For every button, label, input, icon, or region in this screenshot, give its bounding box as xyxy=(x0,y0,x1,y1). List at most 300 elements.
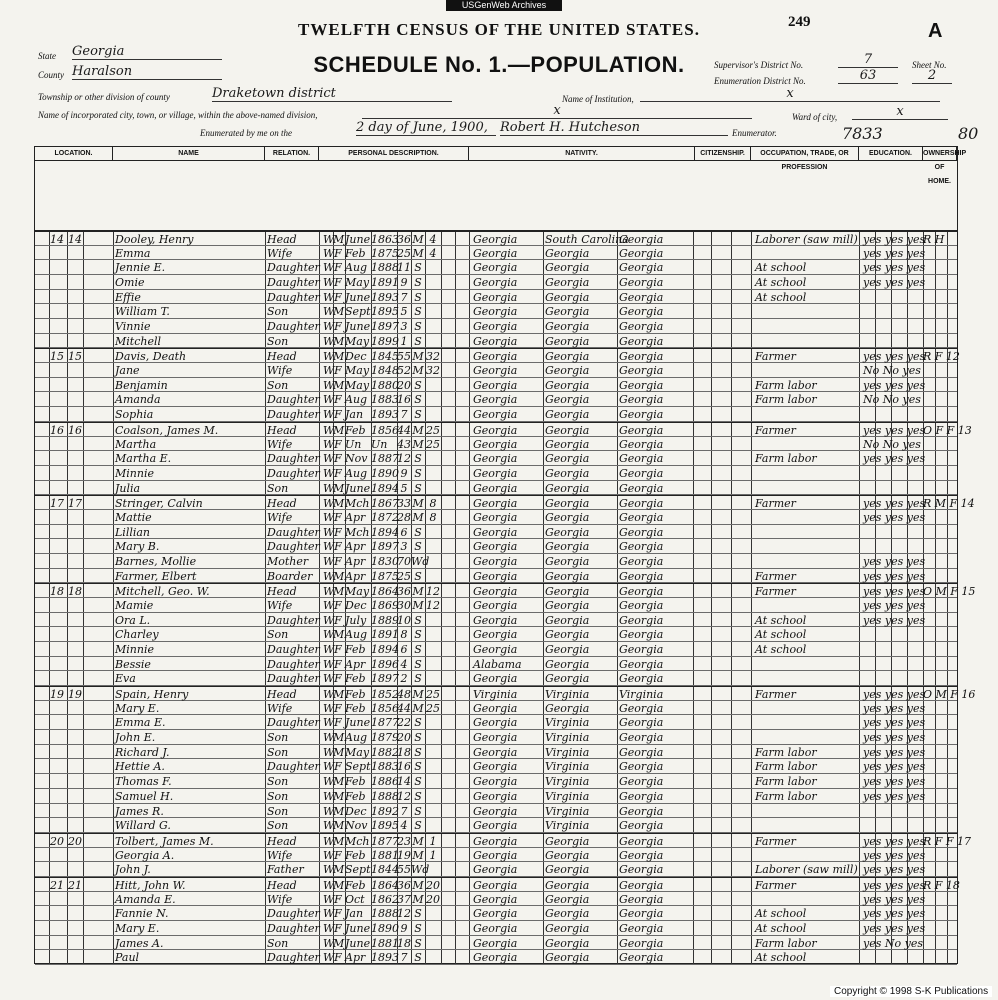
cell-race: W xyxy=(323,320,335,334)
cell-mar: S xyxy=(414,569,422,583)
cell-sex: M xyxy=(333,878,345,892)
cell-month: Nov xyxy=(345,452,368,466)
cell-dw: 15 xyxy=(50,350,64,364)
cell-edu: No No yes xyxy=(863,437,921,451)
cell-fbp: Georgia xyxy=(545,643,590,657)
cell-fbp: Georgia xyxy=(545,408,590,422)
cell-rel: Son xyxy=(267,378,289,392)
cell-sex: F xyxy=(334,261,342,275)
cell-race: W xyxy=(323,892,335,906)
cell-name: Julia xyxy=(115,481,141,495)
ward-value: x xyxy=(852,104,948,120)
cell-edu: yes yes yes xyxy=(863,378,926,392)
cell-race: W xyxy=(323,613,335,627)
table-row xyxy=(35,848,957,863)
cell-dw: 20 xyxy=(50,834,64,848)
cell-race: W xyxy=(323,848,335,862)
cell-year: 1894 xyxy=(371,481,399,495)
cell-occ: At school xyxy=(755,643,807,657)
cell-occ: Farm labor xyxy=(755,775,817,789)
cell-bp: Georgia xyxy=(473,834,518,848)
cell-fbp: Georgia xyxy=(545,921,590,935)
cell-name: Jane xyxy=(115,364,140,378)
cell-mar: S xyxy=(414,276,422,290)
table-row xyxy=(35,950,957,965)
cell-edu: yes yes yes xyxy=(863,701,926,715)
cell-sex: F xyxy=(334,892,342,906)
cell-age: 6 xyxy=(400,525,408,539)
cell-race: W xyxy=(323,921,335,935)
cell-month: July xyxy=(345,613,367,627)
cell-mbp: Georgia xyxy=(619,393,664,407)
cell-fbp: Virginia xyxy=(545,760,590,774)
cell-name: Eva xyxy=(115,672,136,686)
cell-sex: F xyxy=(334,921,342,935)
cell-sex: F xyxy=(334,599,342,612)
cell-race: W xyxy=(323,466,335,480)
cell-race: W xyxy=(323,599,335,612)
cell-rel: Daughter xyxy=(267,261,320,275)
cell-fbp: Georgia xyxy=(545,936,590,950)
personal-header-extra xyxy=(439,147,469,161)
cell-edu: yes yes yes xyxy=(863,775,926,789)
cell-rel: Daughter xyxy=(267,760,320,774)
cell-bp: Georgia xyxy=(473,628,518,642)
cell-age: 12 xyxy=(397,452,411,466)
cell-fbp: Georgia xyxy=(545,701,590,715)
cell-sex: M xyxy=(333,775,345,789)
cell-sex: M xyxy=(333,628,345,642)
cell-rel: Son xyxy=(267,936,289,950)
cell-fbp: Georgia xyxy=(545,276,590,290)
cell-year: 1867 xyxy=(371,497,399,511)
cell-rel: Daughter xyxy=(267,320,320,334)
cell-age: 1 xyxy=(400,334,408,348)
cell-mbp: Georgia xyxy=(619,233,664,246)
cell-rel: Wife xyxy=(267,510,293,524)
cell-year: 1852 xyxy=(371,688,399,702)
cell-mbp: Georgia xyxy=(619,554,664,568)
state-label: State xyxy=(38,51,56,61)
cell-mbp: Georgia xyxy=(619,246,664,260)
cell-fbp: Georgia xyxy=(545,364,590,378)
cell-race: W xyxy=(323,628,335,642)
cell-fbp: Georgia xyxy=(545,393,590,407)
institution-label: Name of Institution, xyxy=(562,94,634,104)
cell-year: 1895 xyxy=(371,305,399,319)
cell-mar: S xyxy=(414,804,422,818)
cell-occ: Farmer xyxy=(755,878,796,892)
cell-mbp: Georgia xyxy=(619,716,664,730)
cell-mbp: Georgia xyxy=(619,452,664,466)
cell-edu: yes yes yes xyxy=(863,716,926,730)
cell-year: 1890 xyxy=(371,466,399,480)
cell-edu: yes yes yes xyxy=(863,921,926,935)
cell-fbp: South Carolina xyxy=(545,233,629,246)
cell-fbp: Georgia xyxy=(545,554,590,568)
cell-age: 9 xyxy=(400,466,408,480)
cell-bp: Georgia xyxy=(473,290,518,304)
cell-race: W xyxy=(323,393,335,407)
cell-age: 7 xyxy=(400,804,408,818)
cell-name: Hettie A. xyxy=(115,760,165,774)
cell-dw: 21 xyxy=(50,878,64,892)
cell-edu: yes yes yes xyxy=(863,261,926,275)
cell-year: 1875 xyxy=(371,569,399,583)
cell-mbp: Georgia xyxy=(619,334,664,348)
cell-fbp: Georgia xyxy=(545,585,590,599)
cell-fbp: Georgia xyxy=(545,878,590,892)
table-row xyxy=(35,583,976,599)
cell-race: W xyxy=(323,745,335,759)
cell-bp: Georgia xyxy=(473,716,518,730)
cell-race: W xyxy=(323,760,335,774)
cell-fbp: Georgia xyxy=(545,305,590,319)
cell-occ: Farm labor xyxy=(755,745,817,759)
supervisor-label: Supervisor's District No. xyxy=(714,60,804,70)
cell-mbp: Georgia xyxy=(619,907,664,921)
cell-fbp: Georgia xyxy=(545,423,590,437)
cell-bp: Georgia xyxy=(473,775,518,789)
cell-name: Mary E. xyxy=(115,921,160,935)
cell-sex: F xyxy=(334,525,342,539)
cell-bp: Georgia xyxy=(473,364,518,378)
cell-age: 23 xyxy=(397,834,411,848)
cell-edu: yes yes yes xyxy=(863,863,926,877)
cell-edu: yes No yes xyxy=(863,936,923,950)
cell-mar: M xyxy=(412,233,424,246)
cell-month: May xyxy=(345,585,370,599)
cell-year: 1881 xyxy=(371,848,399,862)
cell-mbp: Georgia xyxy=(619,628,664,642)
cell-year: 1864 xyxy=(371,878,399,892)
cell-occ: At school xyxy=(755,261,807,275)
cell-month: Apr xyxy=(345,657,366,671)
cell-bp: Georgia xyxy=(473,423,518,437)
cell-mbp: Georgia xyxy=(619,423,664,437)
cell-edu: yes yes yes xyxy=(863,688,926,702)
corner-mark: 80 xyxy=(958,124,979,143)
cell-age: 30 xyxy=(397,599,411,612)
cell-name: John E. xyxy=(115,731,156,745)
cell-year: 1899 xyxy=(371,334,399,348)
nativity-header: NATIVITY. xyxy=(469,147,695,161)
cell-name: Mitchell, Geo. W. xyxy=(115,585,210,599)
cell-race: W xyxy=(323,554,335,568)
cell-sex: F xyxy=(334,672,342,686)
cell-fbp: Georgia xyxy=(545,657,590,671)
cell-age: 5 xyxy=(400,305,408,319)
cell-month: Feb xyxy=(345,775,366,789)
cell-age: 6 xyxy=(400,643,408,657)
county-label: County xyxy=(38,70,64,80)
table-row xyxy=(35,275,957,290)
cell-yrs: 32 xyxy=(426,364,440,378)
location-header: LOCATION. xyxy=(35,147,113,161)
cell-age: 37 xyxy=(397,892,411,906)
enumerator-name: Robert H. Hutcheson xyxy=(500,120,728,136)
cell-year: 1894 xyxy=(371,643,399,657)
cell-sex: F xyxy=(334,510,342,524)
cell-name: Coalson, James M. xyxy=(115,423,219,437)
cell-name: Benjamin xyxy=(115,378,168,392)
cell-mar: M xyxy=(412,701,424,715)
cell-mar: S xyxy=(414,672,422,686)
cell-fbp: Georgia xyxy=(545,497,590,511)
cell-occ: At school xyxy=(755,613,807,627)
cell-dw: 14 xyxy=(50,233,64,246)
cell-fbp: Georgia xyxy=(545,892,590,906)
cell-year: 1892 xyxy=(371,804,399,818)
cell-occ: Farmer xyxy=(755,423,796,437)
cell-year: 1875 xyxy=(371,246,399,260)
cell-year: 1869 xyxy=(371,599,399,612)
cell-race: W xyxy=(323,643,335,657)
cell-mbp: Georgia xyxy=(619,921,664,935)
cell-race: W xyxy=(323,510,335,524)
cell-month: June xyxy=(345,290,371,304)
cell-sex: F xyxy=(334,452,342,466)
name-header: NAME xyxy=(113,147,265,161)
cell-mbp: Georgia xyxy=(619,305,664,319)
cell-age: 3 xyxy=(400,320,408,334)
cell-sex: F xyxy=(334,320,342,334)
cell-sex: F xyxy=(334,951,342,965)
cell-month: Dec xyxy=(345,804,367,818)
cell-mar: M xyxy=(412,688,424,702)
cell-sex: F xyxy=(334,276,342,290)
cell-name: Georgia A. xyxy=(115,848,175,862)
table-row xyxy=(35,539,957,554)
cell-month: Oct xyxy=(345,892,365,906)
table-row xyxy=(35,554,957,569)
cell-bp: Georgia xyxy=(473,745,518,759)
cell-year: 1895 xyxy=(371,819,399,833)
cell-year: 1887 xyxy=(371,452,399,466)
cell-race: W xyxy=(323,688,335,702)
cell-mbp: Georgia xyxy=(619,789,664,803)
cell-edu: yes yes yes xyxy=(863,613,926,627)
cell-year: 1889 xyxy=(371,613,399,627)
cell-bp: Georgia xyxy=(473,585,518,599)
table-row xyxy=(35,495,975,511)
cell-age: 70 xyxy=(397,554,411,568)
cell-rel: Daughter xyxy=(267,466,320,480)
cell-rel: Daughter xyxy=(267,907,320,921)
cell-bp: Georgia xyxy=(473,393,518,407)
cell-sex: F xyxy=(334,364,342,378)
cell-race: W xyxy=(323,701,335,715)
enumeration-value: 63 xyxy=(838,68,898,84)
cell-rel: Daughter xyxy=(267,951,320,965)
cell-age: 16 xyxy=(397,760,411,774)
city-value: x xyxy=(362,103,752,119)
cell-name: Bessie xyxy=(115,657,151,671)
cell-yrs: 4 xyxy=(429,246,437,260)
cell-occ: At school xyxy=(755,951,807,965)
cell-rel: Daughter xyxy=(267,921,320,935)
cell-mar: S xyxy=(414,540,422,554)
cell-year: 1856 xyxy=(371,701,399,715)
cell-year: 1879 xyxy=(371,731,399,745)
cell-mar: M xyxy=(412,892,424,906)
cell-bp: Georgia xyxy=(473,643,518,657)
cell-year: 1890 xyxy=(371,921,399,935)
cell-month: Mch xyxy=(345,497,370,511)
cell-rel: Daughter xyxy=(267,643,320,657)
cell-age: 12 xyxy=(397,789,411,803)
cell-age: 20 xyxy=(397,731,411,745)
cell-month: June xyxy=(345,936,371,950)
cell-mar: S xyxy=(414,921,422,935)
cell-mbp: Georgia xyxy=(619,834,664,848)
cell-occ: At school xyxy=(755,921,807,935)
cell-fbp: Georgia xyxy=(545,628,590,642)
table-row xyxy=(35,759,957,774)
cell-name: Mattie xyxy=(115,510,152,524)
cell-bp: Georgia xyxy=(473,951,518,965)
cell-age: 7 xyxy=(400,408,408,422)
cell-dw: 18 xyxy=(50,585,64,599)
cell-mar: S xyxy=(414,775,422,789)
cell-mbp: Georgia xyxy=(619,364,664,378)
cell-mar: S xyxy=(414,378,422,392)
cell-year: 1880 xyxy=(371,378,399,392)
cell-year: 1877 xyxy=(371,834,399,848)
cell-sex: M xyxy=(333,233,345,246)
cell-bp: Alabama xyxy=(473,657,522,671)
table-row xyxy=(35,730,957,745)
cell-race: W xyxy=(323,789,335,803)
cell-race: W xyxy=(323,657,335,671)
cell-edu: yes yes yes xyxy=(863,731,926,745)
cell-month: Nov xyxy=(345,819,368,833)
cell-occ: At school xyxy=(755,907,807,921)
cell-name: Charley xyxy=(115,628,159,642)
cell-year: 1897 xyxy=(371,540,399,554)
cell-bp: Georgia xyxy=(473,350,518,364)
cell-year: 1877 xyxy=(371,716,399,730)
cell-edu: yes yes yes xyxy=(863,452,926,466)
cell-name: Richard J. xyxy=(115,745,170,759)
cell-fbp: Georgia xyxy=(545,951,590,965)
cell-year: 1863 xyxy=(371,233,399,246)
table-row xyxy=(35,451,957,466)
cell-yrs: 25 xyxy=(426,437,440,451)
cell-rel: Daughter xyxy=(267,393,320,407)
cell-year: 1882 xyxy=(371,745,399,759)
cell-bp: Georgia xyxy=(473,848,518,862)
cell-mbp: Georgia xyxy=(619,510,664,524)
cell-edu: yes yes yes xyxy=(863,350,926,364)
cell-sex: M xyxy=(333,585,345,599)
cell-fbp: Virginia xyxy=(545,789,590,803)
cell-yrs: 25 xyxy=(426,688,440,702)
cell-race: W xyxy=(323,437,335,451)
cell-fbp: Georgia xyxy=(545,569,590,583)
cell-mbp: Georgia xyxy=(619,466,664,480)
cell-age: 36 xyxy=(397,878,411,892)
cell-mar: S xyxy=(414,760,422,774)
cell-rel: Son xyxy=(267,789,289,803)
cell-rel: Head xyxy=(267,233,297,246)
cell-month: Sept xyxy=(345,863,371,877)
cell-mar: M xyxy=(412,350,424,364)
cell-race: W xyxy=(323,378,335,392)
table-row xyxy=(35,525,957,540)
cell-rel: Boarder xyxy=(267,569,313,583)
cell-sex: M xyxy=(333,688,345,702)
cell-year: 1856 xyxy=(371,423,399,437)
cell-edu: No No yes xyxy=(863,393,921,407)
education-header: EDUCATION. xyxy=(859,147,923,161)
cell-age: 12 xyxy=(397,907,411,921)
cell-mar: S xyxy=(414,951,422,965)
table-row xyxy=(35,936,957,951)
cell-own: R F 18 xyxy=(923,878,960,892)
table-row xyxy=(35,422,972,437)
cell-bp: Georgia xyxy=(473,408,518,422)
cell-name: Emma E. xyxy=(115,716,166,730)
cell-fbp: Georgia xyxy=(545,378,590,392)
township-label: Township or other division of county xyxy=(38,92,170,102)
cell-age: 9 xyxy=(400,921,408,935)
cell-age: 18 xyxy=(397,936,411,950)
cell-rel: Son xyxy=(267,481,289,495)
cell-year: 1830 xyxy=(371,554,399,568)
cell-race: W xyxy=(323,408,335,422)
cell-edu: yes yes yes xyxy=(863,599,926,612)
cell-name: Martha E. xyxy=(115,452,172,466)
cell-sex: F xyxy=(334,540,342,554)
cell-race: W xyxy=(323,305,335,319)
cell-mar: Wd xyxy=(411,554,430,568)
cell-mbp: Georgia xyxy=(619,775,664,789)
cell-fbp: Georgia xyxy=(545,540,590,554)
cell-year: 1886 xyxy=(371,775,399,789)
cell-mbp: Georgia xyxy=(619,863,664,877)
cell-rel: Wife xyxy=(267,364,293,378)
cell-month: Un xyxy=(345,437,362,451)
cell-fbp: Georgia xyxy=(545,599,590,612)
cell-dw: 19 xyxy=(50,688,64,702)
cell-fam: 15 xyxy=(68,350,82,364)
cell-year: 1888 xyxy=(371,789,399,803)
cell-year: 1893 xyxy=(371,290,399,304)
cell-month: Feb xyxy=(345,789,366,803)
cell-year: 1893 xyxy=(371,951,399,965)
cell-mbp: Georgia xyxy=(619,378,664,392)
cell-fam: 18 xyxy=(68,585,82,599)
cell-edu: yes yes yes xyxy=(863,497,926,511)
cell-race: W xyxy=(323,936,335,950)
cell-age: 55 xyxy=(397,350,411,364)
cell-age: 7 xyxy=(400,290,408,304)
cell-edu: yes yes yes xyxy=(863,569,926,583)
cell-bp: Georgia xyxy=(473,452,518,466)
cell-rel: Daughter xyxy=(267,672,320,686)
cell-mbp: Georgia xyxy=(619,804,664,818)
cell-yrs: 20 xyxy=(426,892,440,906)
cell-mar: M xyxy=(412,848,424,862)
cell-race: W xyxy=(323,731,335,745)
cell-name: Fannie N. xyxy=(115,907,169,921)
cell-race: W xyxy=(323,364,335,378)
cell-mbp: Georgia xyxy=(619,497,664,511)
cell-rel: Son xyxy=(267,804,289,818)
cell-sex: M xyxy=(333,481,345,495)
cell-name: Omie xyxy=(115,276,145,290)
